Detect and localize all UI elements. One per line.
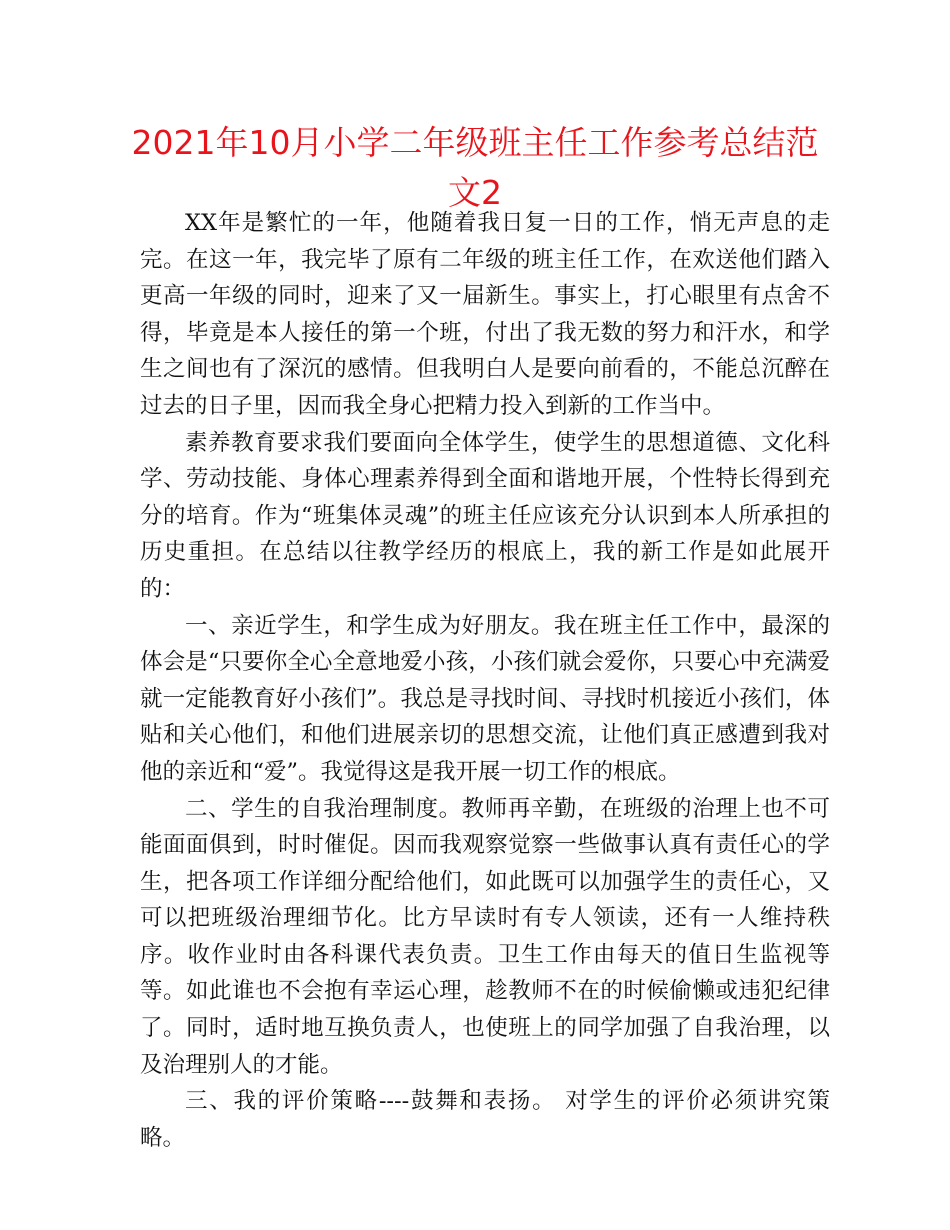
document-body [140, 205, 830, 1156]
document-title: 2021年10月小学二年级班主任工作参考总结范文2 [131, 123, 819, 212]
paragraph-point-two: 二、学生的自我治理制度。教师再辛勤，在班级的治理上也不可能面面俱到，时时催促。因而我观察觉察一些做事认真有责任心的学生，把各项工作详细分配给他们，如此既可以加强学生的责任心，又可以把班级治理细节化。比方早读时有专人领读，还有一人维持秩序。收作业时由各科课代表负责。卫生工作由每天的值日生监视等等。如此谁也不会抱有幸运心理，趁教师不在的时候偷懒或违犯纪律了。同时，适时地互换负责人，也使班上的同学加强了自我治理，以及治理别人的才能。 [140, 795, 830, 1078]
paragraph-point-one: 一、亲近学生，和学生成为好朋友。我在班主任工作中，最深的体会是“只要你全心全意地爱小孩，小孩们就会爱你，只要心中充满爱就一定能教育好小孩们”。我总是寻找时间、寻找时机接近小孩们，体贴和关心他们，和他们进展亲切的思想交流，让他们真正感遭到我对他的亲近和“爱”。我觉得这是我开展一切工作的根底。 [140, 612, 830, 785]
paragraph-quality-education: 素养教育要求我们要面向全体学生，使学生的思想道德、文化科学、劳动技能、身体心理素养得到全面和谐地开展，个性特长得到充分的培育。作为“班集体灵魂”的班主任应该充分认识到本人所承担的历史重担。在总结以往教学经历的根底上，我的新工作是如此展开的： [140, 429, 830, 602]
paragraph-point-three: 三、我的评价策略----鼓舞和表扬。 对学生的评价必须讲究策略。 [140, 1088, 830, 1151]
paragraph-intro: XX年是繁忙的一年，他随着我日复一日的工作，悄无声息的走完。在这一年，我完毕了原有二年级的班主任工作，在欢送他们踏入更高一年级的同时，迎来了又一届新生。事实上，打心眼里有点舍不得，毕竟是本人接任的第一个班，付出了我无数的努力和汗水，和学生之间也有了深沉的感情。但我明白人是要向前看的，不能总沉醉在过去的日子里，因而我全身心把精力投入到新的工作当中。 [140, 210, 830, 419]
